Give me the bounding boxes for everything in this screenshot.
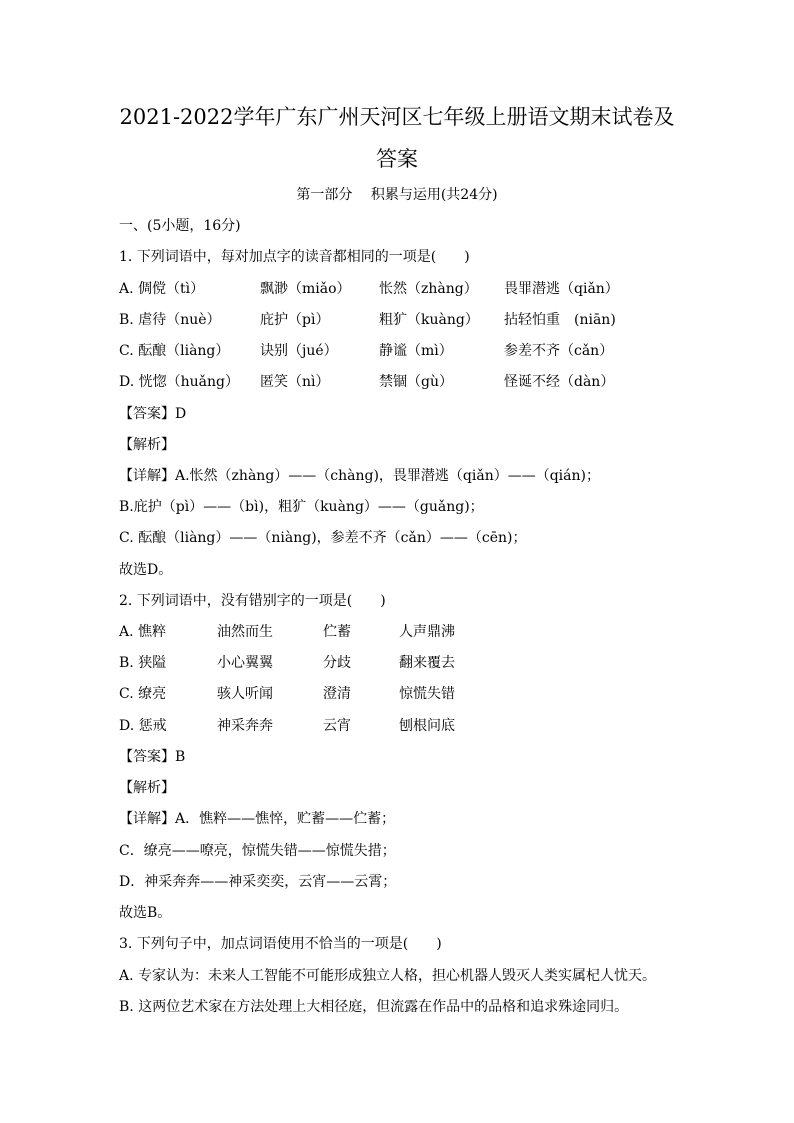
option-cell: 粗犷（kuàng） [379,312,479,328]
question-1-option-d [119,372,679,392]
option-cell: 小心翼翼 [217,655,273,671]
option-cell: 怅然（zhàng） [379,281,478,297]
option-cell: 参差不齐（cǎn） [504,343,614,359]
option-cell: 飘渺（miǎo） [260,281,351,297]
option-cell: A. 憔粹 [119,624,167,640]
option-cell: 云宵 [323,718,351,734]
question-2-answer: 【答案】B [119,749,186,765]
document-title-line1: 2021-2022学年广东广州天河区七年级上册语文期末试卷及 [119,105,675,129]
option-cell: C. 酝酿（liàng） [119,343,230,359]
option-cell: B. 狭隘 [119,655,167,671]
section-heading: 一、(5小题，16分) [119,218,241,234]
option-cell: 翻来覆去 [399,655,455,671]
question-3-stem: 3. 下列句子中，加点词语使用不恰当的一项是( ) [119,936,442,952]
question-2-option-d [119,716,679,736]
option-cell: 神采奔奔 [217,718,273,734]
option-cell: 油然而生 [217,624,273,640]
question-1-detail: B.庇护（pì）——（bì)，粗犷（kuàng）——（guǎng)； [119,499,484,515]
question-3-option-a: A. 专家认为：未来人工智能不可能形成独立人格，担心机器人毁灭人类实属杞人忧天。 [119,968,657,984]
option-cell: D. 惩戒 [119,718,167,734]
option-cell: 怪诞不经（dàn） [504,374,615,390]
question-1-option-b [119,310,679,330]
option-cell: 畏罪潜逃（qiǎn） [504,281,619,297]
option-cell: 人声鼎沸 [399,624,455,640]
question-1-analysis-label: 【解析】 [119,437,175,453]
question-3-option-b: B. 这两位艺术家在方法处理上大相径庭，但流露在作品中的品格和追求殊途同归。 [119,999,629,1015]
question-2-detail: 【详解】A．憔粹——憔悴，贮蓄——伫蓄； [119,811,396,827]
question-2-stem: 2. 下列词语中，没有错别字的一项是( ) [119,593,386,609]
option-cell: 匿笑（nì） [260,374,330,390]
question-1-conclusion: 故选D。 [119,562,173,578]
option-cell: 刨根问底 [399,718,455,734]
question-2-option-c [119,684,679,704]
option-cell: C. 缭亮 [119,686,167,702]
question-2-option-a [119,622,679,642]
option-cell: 静谧（mì） [379,343,453,359]
question-2-conclusion: 故选B。 [119,905,172,921]
question-1-answer: 【答案】D [119,406,187,422]
question-1-option-a [119,279,679,299]
option-cell: 伫蓄 [323,624,351,640]
question-1-stem: 1. 下列词语中，每对加点字的读音都相同的一项是( ) [119,249,470,265]
document-title-line2: 答案 [376,147,418,171]
question-1-detail: C. 酝酿（liàng）——（niàng)，参差不齐（cǎn）——（cēn)； [119,530,527,546]
option-cell: 庇护（pì） [260,312,330,328]
option-cell: 澄清 [323,686,351,702]
question-1-option-c [119,341,679,361]
part-title: 第一部分 积累与运用(共24分) [296,187,498,203]
option-cell: 诀别（jué） [260,343,338,359]
option-cell: 惊慌失错 [399,686,455,702]
question-2-analysis-label: 【解析】 [119,780,175,796]
question-2-option-b [119,653,679,673]
question-2-detail: C．缭亮——嘹亮，惊慌失错——惊慌失措； [119,843,396,859]
option-cell: 分歧 [323,655,351,671]
option-cell: A. 倜傥（tì） [119,281,205,297]
question-1-detail: 【详解】A.怅然（zhàng）——（chàng)，畏罪潜逃（qiǎn）——（qián)； [119,468,600,484]
option-cell: 拈轻怕重 (niān) [504,312,616,328]
option-cell: 禁锢（gù） [379,374,453,390]
option-cell: 骇人听闻 [217,686,273,702]
option-cell: D. 恍惚（huǎng） [119,374,239,390]
question-2-detail: D．神采奔奔——神采奕奕，云宵——云霄； [119,874,397,890]
option-cell: B. 虐待（nuè） [119,312,221,328]
